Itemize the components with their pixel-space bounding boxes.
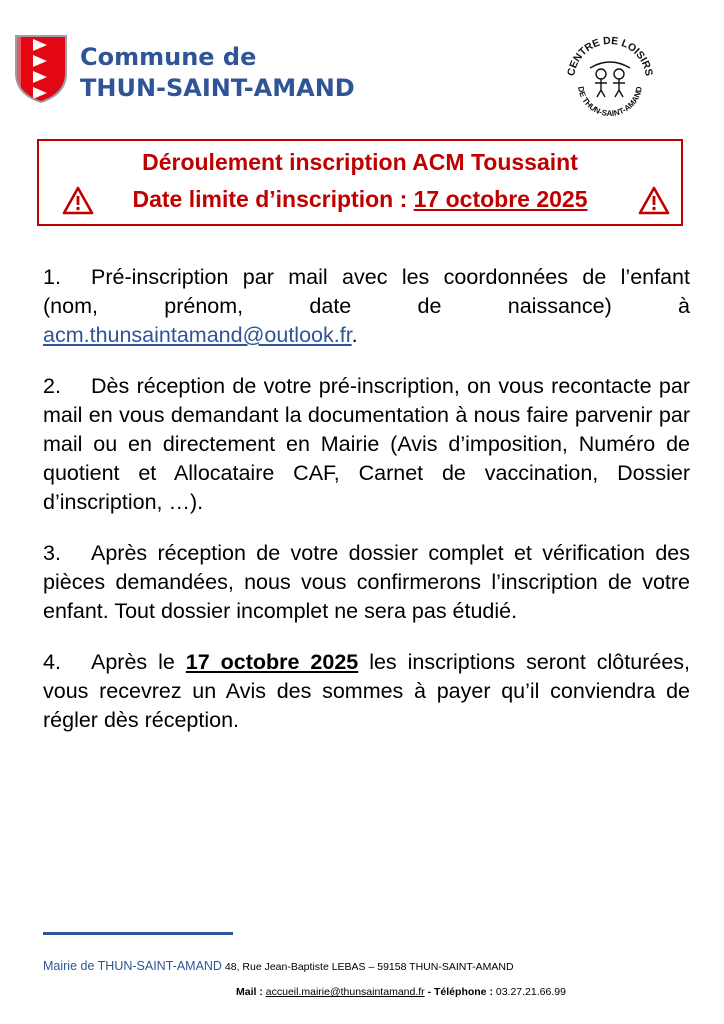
step-number: 3. <box>43 541 61 565</box>
step-date: 17 octobre 2025 <box>185 650 359 674</box>
deadline-line <box>39 186 681 213</box>
footer-divider <box>43 932 233 935</box>
step-1 <box>43 263 690 350</box>
centre-logo-bottom-text: DE THUN-SAINT-AMAND <box>576 85 644 119</box>
centre-loisirs-logo-icon <box>560 28 660 128</box>
footer-address <box>43 959 514 973</box>
step-text: Dès réception de votre pré-inscription, on vous recontacte par mail en vous demandant la documentation à nous faire parvenir par mail ou en directement en Mairie (Avis d’imposition, Numéro de quotient et Allocataire CAF, Carnet de vaccination, Dossier d’inscription, …). <box>43 374 690 514</box>
deadline-label: Date limite d’inscription : <box>132 186 414 212</box>
step-3 <box>43 539 690 626</box>
centre-logo-top-text: CENTRE DE LOISIRS <box>565 34 655 78</box>
tel-label: Téléphone : <box>434 986 496 998</box>
commune-line2: THUN-SAINT-AMAND <box>80 74 355 102</box>
deadline-date: 17 octobre 2025 <box>413 186 588 212</box>
commune-name <box>80 42 355 104</box>
footer-mairie: Mairie de THUN-SAINT-AMAND <box>43 959 222 973</box>
step-text: Pré-inscription par mail avec les coordonnées de l’enfant (nom, prénom, date de naissance) à <box>43 265 690 318</box>
page-title: Déroulement inscription ACM Toussaint <box>142 149 578 175</box>
step-number: 4. <box>43 650 61 674</box>
footer-street: 48, Rue Jean-Baptiste LEBAS – 59158 THUN-SAINT-AMAND <box>221 961 514 973</box>
instructions <box>43 263 690 757</box>
footer-email-link[interactable]: accueil.mairie@thunsaintamand.fr <box>265 986 425 998</box>
step-text-after: les inscriptions seront clôturées, vous recevrez un Avis des sommes à payer qu’il conviendra de régler dès réception. <box>43 650 690 732</box>
step-end: . <box>351 323 358 347</box>
commune-line1: Commune de <box>80 43 257 71</box>
step-number: 1. <box>43 265 61 289</box>
step-4 <box>43 648 690 735</box>
footer-sep: - <box>424 986 435 998</box>
shield-logo-icon <box>13 33 69 103</box>
warning-triangle-icon <box>638 186 670 216</box>
step-2 <box>43 372 690 517</box>
email-link[interactable]: acm.thunsaintamand@outlook.fr <box>43 323 352 347</box>
footer-contact <box>236 986 566 998</box>
footer-phone[interactable]: 03.27.21.66.99 <box>495 986 566 998</box>
step-text-before: Après le <box>91 650 186 674</box>
step-number: 2. <box>43 374 61 398</box>
step-text: Après réception de votre dossier complet et vérification des pièces demandées, nous vous confirmerons l’inscription de votre enfant. Tout dossier incomplet ne sera pas étudié. <box>43 541 690 623</box>
mail-label: Mail : <box>236 986 266 998</box>
title-box <box>37 139 683 226</box>
